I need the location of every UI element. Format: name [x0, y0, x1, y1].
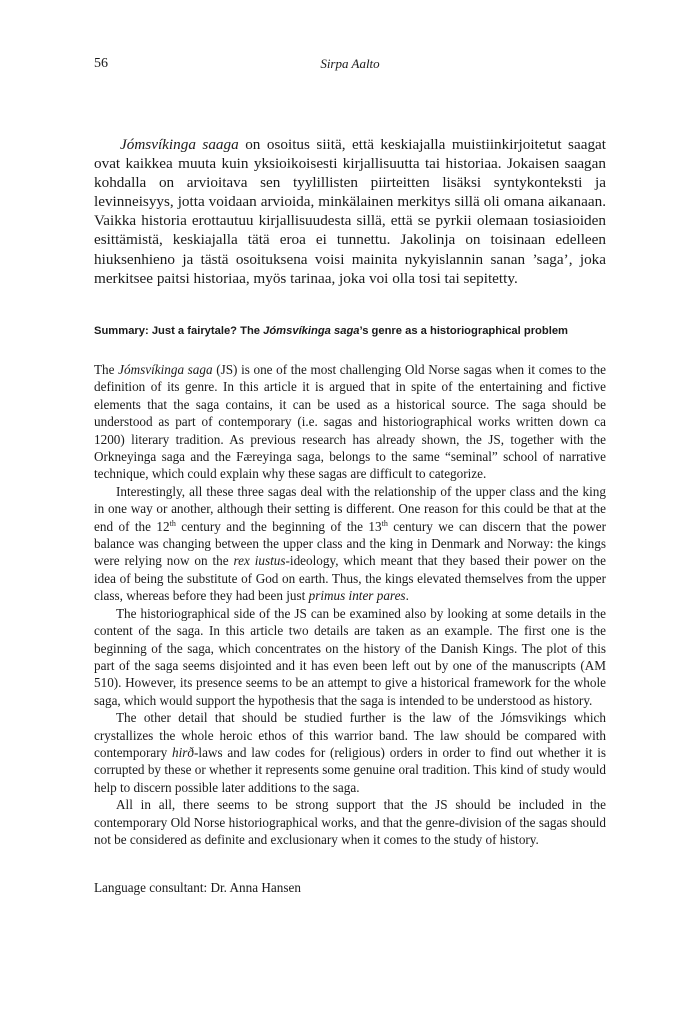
finnish-text — [94, 135, 606, 288]
text-run: -laws and law codes for (religious) orders in order to find out whether it is corrupted by these or whether it represents some genuine oral tradition. This kind of study would help to discern possible later additions to the saga. — [94, 744, 607, 795]
summary-heading — [94, 325, 614, 337]
summary-heading-title: Jómsvíkinga saga — [263, 325, 360, 337]
text-run: (JS) is one of the most challenging Old Norse sagas when it comes to the definition of its genre. In this article it is argued that in spite of the entertaining and fictive elements that the saga contains, it can be used as a historical source. The saga should be understood as part of contemporary (i.e. sagas and historiographical works written down ca 1200) literary tradition. As previous research has already shown, the JS, together with the Orkneyinga saga and the Færeyinga saga, belongs to the same “seminal” school of narrative technique, which could explain why these sagas are difficult to categorize. — [94, 362, 606, 482]
summary-heading-end: ’s genre as a historiographical problem — [359, 325, 568, 337]
italic-run: rex iustus — [233, 553, 286, 569]
language-consultant: Language consultant: Dr. Anna Hansen — [94, 880, 301, 895]
summary-paragraph-1 — [94, 361, 606, 483]
summary-heading-start: Summary: Just a fairytale? The — [94, 325, 264, 337]
text-run: The other detail that should be studied further is the law of the Jómsvikings which crystallizes the whole heroic ethos of this warrior band. The law should be compared with contemporary — [94, 710, 606, 760]
text-run: -ideology, which meant that they based their power on the idea of being the substitute of God on earth. Thus, the kings elevated themselves from the upper class, whereas before they had been just — [94, 553, 606, 604]
summary-body — [94, 361, 606, 848]
text-run: century and the beginning of the 13 — [175, 518, 382, 534]
italic-run: hirð — [172, 744, 195, 760]
saga-title: Jómsvíkinga saaga — [120, 136, 239, 153]
summary-paragraph-5: All in all, there seems to be strong support that the JS should be included in the contemporary Old Norse historiographical works, and that the genre-division of the sagas should not be considered as definite and exclusionary when it comes to the study of history. — [94, 797, 606, 847]
italic-run: Jómsvíkinga saga — [118, 362, 213, 377]
text-run: . — [405, 588, 409, 604]
page-number: 56 — [94, 56, 108, 71]
text-run: Interestingly, all these three sagas deal with the relationship of the upper class and the king in one way or another, although their setting is different. One reason for this could be that at the end of the 12 — [94, 483, 606, 534]
text-run: century we can discern that the power balance was changing between the upper class and the king in Denmark and Norway: the kings were relying now on the — [94, 518, 606, 569]
running-head: Sirpa Aalto — [320, 56, 380, 71]
finnish-paragraph — [94, 135, 606, 288]
superscript: th — [169, 518, 176, 528]
italic-run: primus inter pares — [308, 588, 406, 604]
summary-paragraph-3: The historiographical side of the JS can be examined also by looking at some details in the content of the saga. In this article two details are taken as an example. The first one is the beginning of the saga, which concentrates on the history of the Danish Kings. The plot of this part of the saga seems disjointed and it has even been left out by one of the manuscripts (AM 510). However, its presence seems to be an attempt to give a historical framework for the whole saga, which would support the hypothesis that the saga is intended to be understood as history. — [94, 605, 606, 708]
superscript: th — [381, 518, 388, 528]
summary-paragraph-2 — [94, 483, 606, 605]
text-run: The — [94, 362, 119, 377]
summary-paragraph-4 — [94, 709, 606, 796]
finnish-body: on osoitus siitä, että keskiajalla muistiinkirjoitetut saagat ovat kaikkea muuta kuin yksioikoisesti kirjallisuutta tai historiaa. Jokaisen saagan kohdalla on arvioitava sen tyylillisten piirteitten lisäksi syntykonteksti ja levinneisyys, jotta voidaan arvioida, minkälainen merkitys sillä oli omana aikanaan. Vaikka historia erottautuu kirjallisuudesta sillä, että se pyrkii olemaan tosiasioiden esittämistä, keskiajalla tätä eroa ei tunnettu. Jakolinja on toisinaan edelleen hiuksenhieno ja tästä osoituksena voisi mainita nykyislannin sanan ’saga’, joka merkitsee paitsi historiaa, myös tarinaa, joka voi olla tosi tai sepitetty. — [94, 136, 606, 287]
